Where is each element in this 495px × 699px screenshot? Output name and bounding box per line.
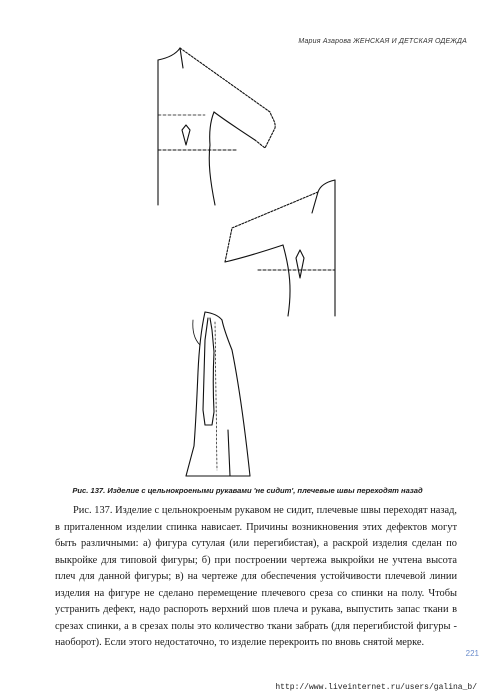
- front-shoulder-sleeve-line: [225, 192, 318, 262]
- shoulder-dart: [180, 48, 183, 68]
- front-shoulder-dart: [312, 192, 318, 213]
- waist-dart: [182, 125, 190, 145]
- diagram-middle-front: [225, 180, 335, 316]
- front-neckline: [318, 180, 335, 192]
- front-waist-dart: [296, 250, 304, 278]
- coat-side-seam: [215, 322, 217, 470]
- coat-sleeve: [203, 318, 214, 425]
- footer-url[interactable]: http://www.liveinternet.ru/users/galina_b/: [275, 683, 477, 692]
- shoulder-sleeve-line: [180, 48, 275, 148]
- coat-fold-line: [193, 320, 200, 345]
- running-header: Мария Азарова ЖЕНСКАЯ И ДЕТСКАЯ ОДЕЖДА: [298, 38, 467, 45]
- underarm-curve: [214, 112, 255, 140]
- side-seam: [209, 112, 215, 205]
- coat-back-edge: [186, 312, 205, 476]
- coat-front-edge: [222, 320, 250, 476]
- figure-caption: Рис. 137. Изделие с цельнокроеными рукавами 'не сидит', плечевые швы переходят назад: [72, 486, 423, 495]
- front-side-seam: [283, 245, 290, 316]
- front-underarm-curve: [225, 245, 283, 262]
- page-number: 221: [465, 649, 479, 658]
- diagram-bottom-coat: [186, 312, 250, 476]
- coat-pocket-seam: [228, 430, 230, 476]
- body-paragraph: Рис. 137. Изделие с цельнокроеным рукавом не сидит, плечевые швы переходят назад, в приталенном изделии спинка нависает. Причины возникновения этих дефектов могут быть различными: а) фигура сутулая (или перегибистая), а раскрой изделия сделан по выкройке для типовой фигуры; б) при построении чертежа выкройки не учтена высота плеч для данной фигуры; в) на чертеже для обеспечения устойчивости плечевой линии изделия на фигуре не сделано перемещение плечевого среза со спинки на полу. Чтобы устранить дефект, надо распороть верхний шов плеча и рукава, выпустить запас ткани в срезах спинки, а в срезах полы это количество ткани забрать (для перегибистой фигуры - наоборот). Если этого недостаточно, то изделие перекроить по вновь снятой мерке.: [55, 505, 457, 648]
- neckline-curve: [158, 48, 180, 60]
- diagram-top-back: [158, 48, 275, 205]
